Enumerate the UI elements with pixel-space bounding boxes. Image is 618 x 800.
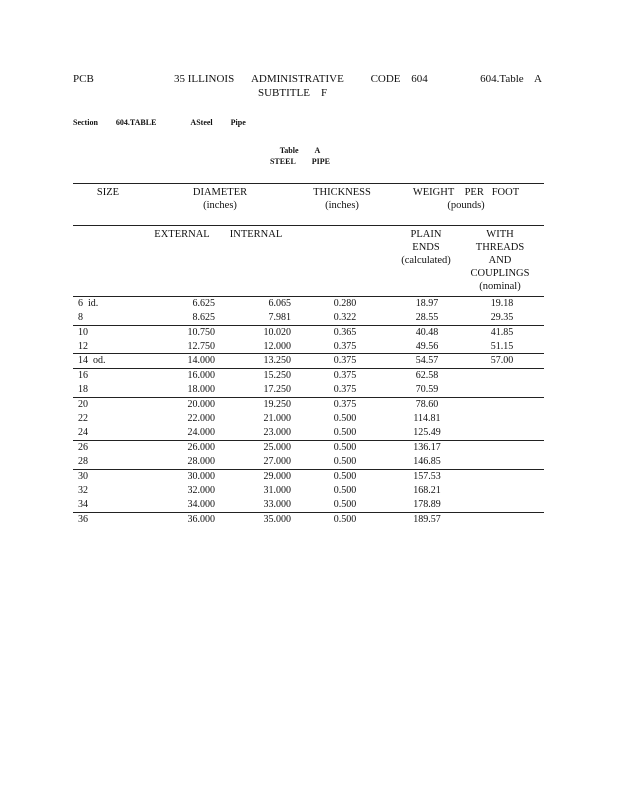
cell-plain-ends: 114.81: [413, 413, 441, 424]
col-weight-label: WEIGHT PER FOOT: [412, 187, 520, 198]
col-with-threads-line-2: THREADS: [475, 242, 525, 253]
cell-size: 36: [78, 514, 88, 525]
cell-size: 34: [78, 499, 88, 510]
table-row: [73, 340, 544, 354]
table-row: [73, 326, 544, 340]
col-plain-ends-line-3: (calculated): [401, 255, 451, 266]
table-row: [73, 369, 544, 383]
cell-with-threads: 19.18: [490, 298, 514, 309]
section-word-2: Pipe: [230, 118, 246, 127]
table-row: [73, 398, 544, 412]
cell-external: 16.000: [187, 370, 215, 381]
cell-thickness: 0.375: [333, 384, 357, 395]
header-agency: PCB: [73, 73, 94, 85]
col-with-threads-line-1: WITH: [486, 229, 514, 240]
col-plain-ends-header: [396, 228, 456, 267]
cell-internal: 33.000: [263, 499, 291, 510]
cell-thickness: 0.375: [333, 341, 357, 352]
cell-with-threads: 41.85: [490, 327, 514, 338]
cell-plain-ends: 54.57: [415, 355, 439, 366]
table-row: [73, 455, 544, 469]
table-row: [73, 412, 544, 426]
cell-plain-ends: 62.58: [415, 370, 439, 381]
header-code-part-c: CODE: [370, 73, 401, 85]
cell-plain-ends: 18.97: [415, 298, 439, 309]
cell-external: 28.000: [187, 456, 215, 467]
cell-external: 14.000: [187, 355, 215, 366]
cell-thickness: 0.500: [333, 471, 357, 482]
col-thickness-header: [300, 186, 384, 212]
cell-plain-ends: 168.21: [413, 485, 441, 496]
cell-with-threads: 51.15: [490, 341, 514, 352]
cell-internal: 21.000: [263, 413, 291, 424]
table-title-word: Table: [279, 146, 299, 155]
col-with-threads-line-3: AND: [488, 255, 512, 266]
cell-external: 8.625: [192, 312, 215, 323]
cell-internal: 7.981: [268, 312, 291, 323]
col-weight-unit: (pounds): [447, 200, 485, 211]
header-subtitle: SUBTITLE F: [258, 87, 328, 99]
cell-plain-ends: 125.49: [413, 427, 441, 438]
col-external-header: EXTERNAL: [154, 229, 210, 240]
cell-external: 24.000: [187, 427, 215, 438]
cell-size: 16: [78, 370, 88, 381]
cell-thickness: 0.375: [333, 370, 357, 381]
cell-plain-ends: 78.60: [415, 399, 439, 410]
cell-internal: 25.000: [263, 442, 291, 453]
cell-size: 18: [78, 384, 88, 395]
cell-internal: 29.000: [263, 471, 291, 482]
header-code-part-a: 35 ILLINOIS: [174, 73, 235, 85]
col-plain-ends-line-2: ENDS: [412, 242, 440, 253]
cell-thickness: 0.500: [333, 485, 357, 496]
cell-external: 20.000: [187, 399, 215, 410]
col-diameter-header: [180, 186, 260, 212]
cell-size: 8: [78, 312, 83, 323]
table-row: [73, 441, 544, 455]
table-row: [73, 498, 544, 512]
cell-external: 30.000: [187, 471, 215, 482]
cell-internal: 13.250: [263, 355, 291, 366]
cell-plain-ends: 146.85: [413, 456, 441, 467]
cell-with-threads: 57.00: [490, 355, 514, 366]
cell-internal: 19.250: [263, 399, 291, 410]
header-code-title: [174, 73, 428, 99]
col-thickness-label: THICKNESS: [313, 187, 371, 198]
col-diameter-unit: (inches): [203, 200, 237, 211]
section-label: Section: [73, 118, 98, 127]
section-number: 604.TABLE: [115, 118, 157, 127]
cell-thickness: 0.322: [333, 312, 357, 323]
cell-size: 14 od.: [78, 355, 106, 366]
cell-internal: 10.020: [263, 327, 291, 338]
col-weight-header: [404, 186, 528, 212]
table-title: [240, 145, 360, 167]
section-line: [73, 118, 246, 127]
cell-internal: 23.000: [263, 427, 291, 438]
cell-plain-ends: 189.57: [413, 514, 441, 525]
table-title-steel: STEEL: [269, 157, 296, 166]
cell-internal: 31.000: [263, 485, 291, 496]
cell-thickness: 0.375: [333, 399, 357, 410]
cell-internal: 17.250: [263, 384, 291, 395]
cell-size: 12: [78, 341, 88, 352]
cell-thickness: 0.500: [333, 514, 357, 525]
col-with-threads-header: [464, 228, 536, 293]
cell-thickness: 0.500: [333, 456, 357, 467]
cell-size: 24: [78, 427, 88, 438]
cell-external: 34.000: [187, 499, 215, 510]
cell-internal: 15.250: [263, 370, 291, 381]
table-row: [73, 426, 544, 440]
cell-plain-ends: 28.55: [415, 312, 439, 323]
cell-internal: 27.000: [263, 456, 291, 467]
col-diameter-label: DIAMETER: [192, 187, 248, 198]
header-table-ref: 604.Table A: [480, 73, 542, 85]
cell-size: 32: [78, 485, 88, 496]
cell-internal: 6.065: [268, 298, 291, 309]
cell-plain-ends: 70.59: [415, 384, 439, 395]
cell-size: 10: [78, 327, 88, 338]
cell-external: 12.750: [187, 341, 215, 352]
col-internal-header: INTERNAL: [229, 229, 283, 240]
table-row: [73, 484, 544, 498]
cell-thickness: 0.500: [333, 442, 357, 453]
col-size-header: SIZE: [96, 187, 120, 198]
cell-internal: 12.000: [263, 341, 291, 352]
table-row: [73, 383, 544, 397]
table-row: [73, 311, 544, 325]
cell-external: 26.000: [187, 442, 215, 453]
cell-size: 26: [78, 442, 88, 453]
header-code-part-d: 604: [411, 73, 428, 85]
col-plain-ends-line-1: PLAIN: [410, 229, 442, 240]
table-row: [73, 297, 544, 311]
cell-external: 32.000: [187, 485, 215, 496]
cell-size: 20: [78, 399, 88, 410]
cell-plain-ends: 40.48: [415, 327, 439, 338]
cell-with-threads: 29.35: [490, 312, 514, 323]
cell-size: 30: [78, 471, 88, 482]
cell-thickness: 0.280: [333, 298, 357, 309]
table-row: [73, 513, 544, 527]
table-header-divider: [73, 225, 544, 226]
table-title-pipe: PIPE: [311, 157, 331, 166]
section-word-1: ASteel: [190, 118, 213, 127]
cell-external: 36.000: [187, 514, 215, 525]
cell-plain-ends: 157.53: [413, 471, 441, 482]
cell-size: 28: [78, 456, 88, 467]
table-top-rule: [73, 183, 544, 184]
col-with-threads-line-5: (nominal): [479, 281, 521, 292]
cell-thickness: 0.500: [333, 413, 357, 424]
cell-size: 22: [78, 413, 88, 424]
col-with-threads-line-4: COUPLINGS: [470, 268, 530, 279]
cell-thickness: 0.365: [333, 327, 357, 338]
table-row: [73, 354, 544, 368]
cell-plain-ends: 49.56: [415, 341, 439, 352]
cell-thickness: 0.375: [333, 355, 357, 366]
cell-external: 22.000: [187, 413, 215, 424]
cell-size: 6 id.: [78, 298, 99, 309]
cell-external: 18.000: [187, 384, 215, 395]
cell-thickness: 0.500: [333, 427, 357, 438]
cell-internal: 35.000: [263, 514, 291, 525]
cell-thickness: 0.500: [333, 499, 357, 510]
table-title-letter: A: [314, 146, 321, 155]
col-thickness-unit: (inches): [325, 200, 359, 211]
table-row: [73, 470, 544, 484]
cell-plain-ends: 178.89: [413, 499, 441, 510]
cell-external: 6.625: [192, 298, 215, 309]
cell-external: 10.750: [187, 327, 215, 338]
header-code-part-b: ADMINISTRATIVE: [250, 73, 344, 85]
cell-plain-ends: 136.17: [413, 442, 441, 453]
